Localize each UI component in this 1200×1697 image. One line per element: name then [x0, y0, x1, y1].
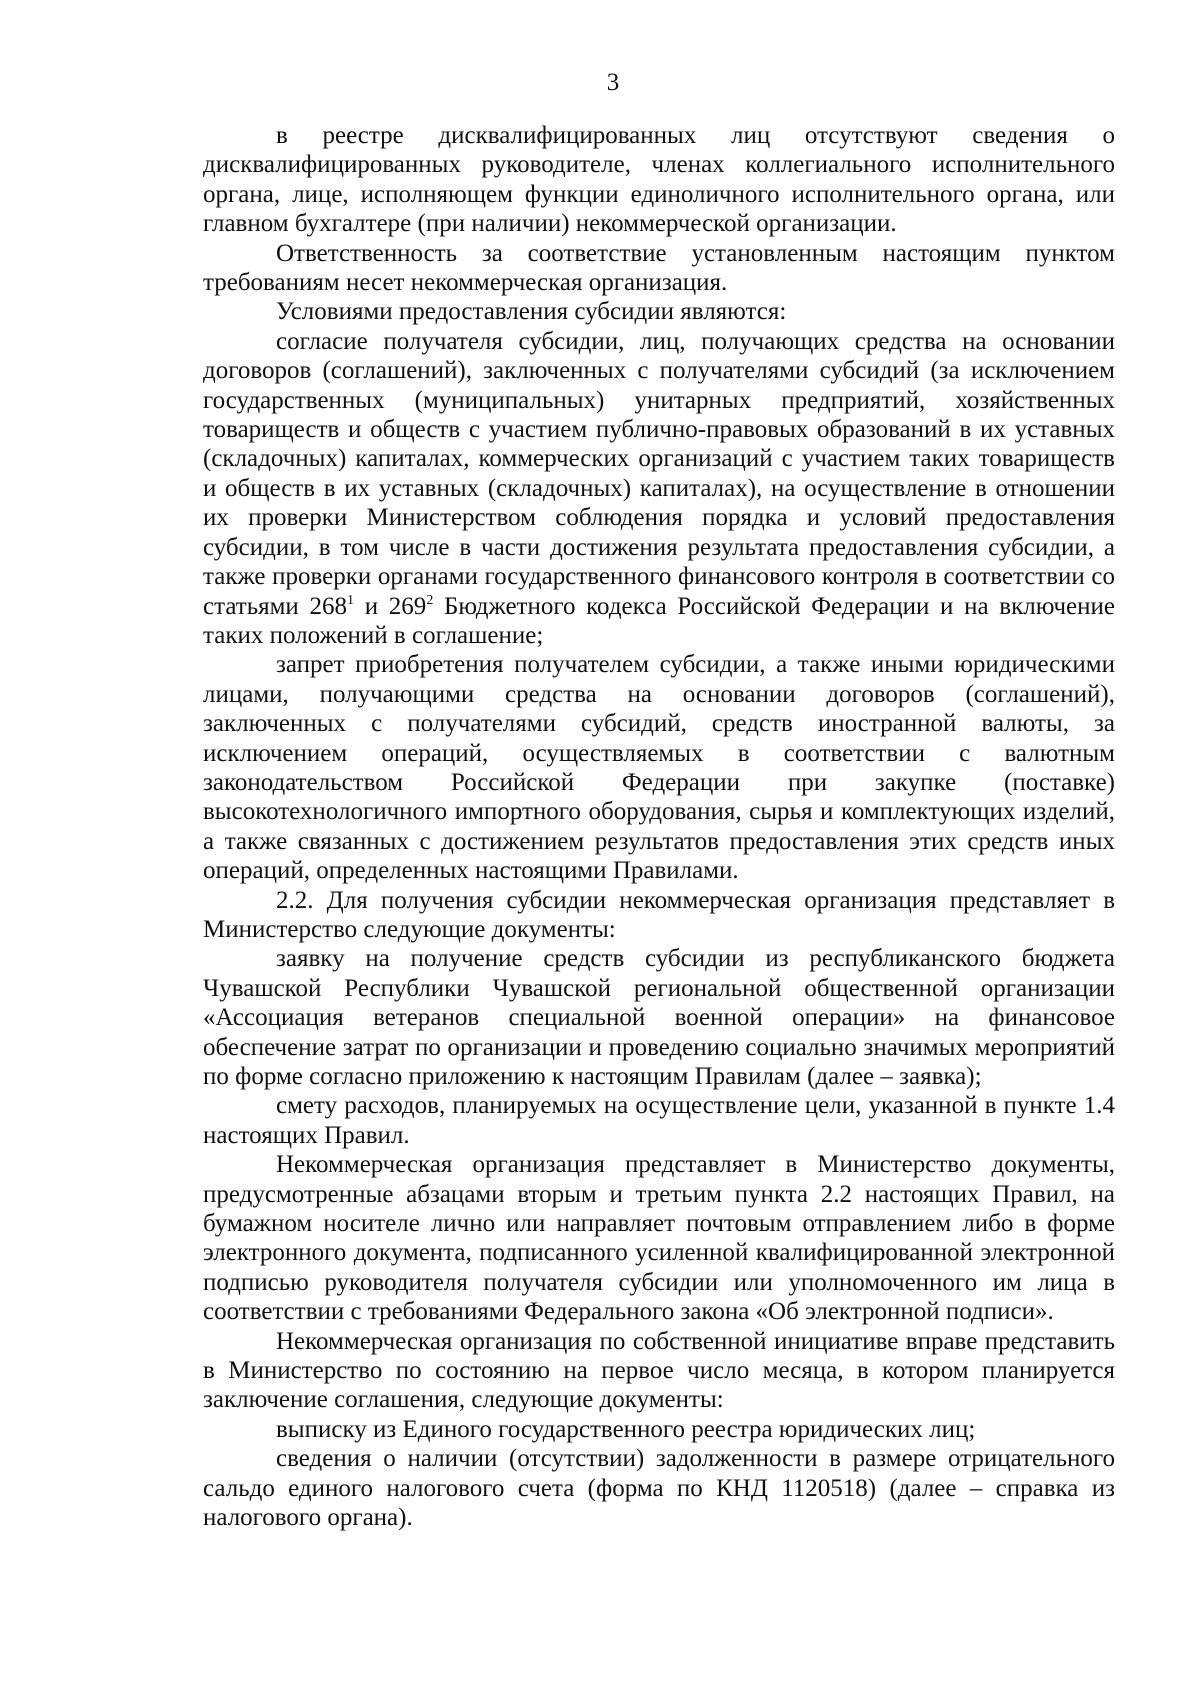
paragraph-submission-methods: Некоммерческая организация представляет в Министерство документы, предусмотренные абзацами вторым и третьим пункта 2.2 настоящих Правил, на бумажном носителе лично или направляет почтовым отправлением либо в форме электронного документа, подписанного усиленной квалифицированной электронной подписью руководителя получателя субсидии или уполномоченного им лица в соответствии с требованиями Федерального закона «Об электронной подписи».	[203, 1151, 1115, 1326]
paragraph-application: заявку на получение средств субсидии из республиканского бюджета Чувашской Республики Чувашской региональной общественной организации «Ассоциация ветеранов специальной военной операции» на финансовое обеспечение затрат по организации и проведению социально значимых мероприятий по форме согласно приложению к настоящим Правилам (далее – заявка);	[203, 945, 1115, 1090]
paragraph-disqualified-registry: в реестре дисквалифицированных лиц отсутствуют сведения о дисквалифицированных руководителе, членах коллегиального исполнительного органа, лице, исполняющем функции единоличного исполнительного органа, или главном бухгалтере (при наличии) некоммерческой организации.	[203, 122, 1115, 238]
paragraph-foreign-currency-ban: запрет приобретения получателем субсидии, а также иными юридическими лицами, получающими средства на основании договоров (соглашений), заключенных с получателями субсидий, средств иностранной валюты, за исключением операций, осуществляемых в соответствии с валютным законодательством Российской Федерации при закупке (поставке) высокотехнологичного импортного оборудования, сырья и комплектующих изделий, а также связанных с достижением результатов предоставления этих средств иных операций, определенных настоящими Правилами.	[203, 651, 1115, 885]
article-superscript: 2	[426, 592, 434, 608]
article-superscript: 1	[347, 592, 355, 608]
paragraph-conditions-heading: Условиями предоставления субсидии являются:	[276, 298, 787, 326]
consent-text-part: и 269	[354, 592, 427, 620]
document-body	[203, 121, 1115, 1533]
paragraph-expense-estimate: смету расходов, планируемых на осуществление цели, указанной в пункте 1.4 настоящих Правил.	[203, 1092, 1115, 1149]
paragraph-registry-extract: выписку из Единого государственного реестра юридических лиц;	[276, 1415, 976, 1443]
paragraph-section-2-2: 2.2. Для получения субсидии некоммерческая организация представляет в Министерство следующие документы:	[203, 886, 1115, 943]
consent-text-part: согласие получателя субсидии, лиц, получающих средства на основании договоров (соглашений), заключенных с получателями субсидий (за исключением государственных (муниципальных) унитарных предприятий, хозяйственных товариществ и обществ с участием публично-правовых образований в их уставных (складочных) капиталах, коммерческих организаций с участием таких товариществ и обществ в их уставных (складочных) капиталах), на осуществление в отношении их проверки Министерством соблюдения порядка и условий предоставления субсидии, в том числе в части достижения результата предоставления субсидии, а также проверки органами государственного финансового контроля в соответствии со статьями 268	[203, 327, 1115, 620]
page-number: 3	[606, 69, 620, 96]
paragraph-tax-debt-info: сведения о наличии (отсутствии) задолженности в размере отрицательного сальдо единого налогового счета (форма по КНД 1120518) (далее – справка из налогового органа).	[203, 1445, 1115, 1532]
paragraph-own-initiative: Некоммерческая организация по собственной инициативе вправе представить в Министерство по состоянию на первое число месяца, в котором планируется заключение соглашения, следующие документы:	[203, 1327, 1115, 1414]
paragraph-consent-to-inspection	[203, 327, 1115, 650]
consent-text-part: Бюджетного кодекса Российской Федерации и на включение таких положений в соглашение;	[203, 592, 1115, 649]
paragraph-responsibility: Ответственность за соответствие установленным настоящим пунктом требованиям несет некоммерческая организация.	[203, 239, 1115, 297]
